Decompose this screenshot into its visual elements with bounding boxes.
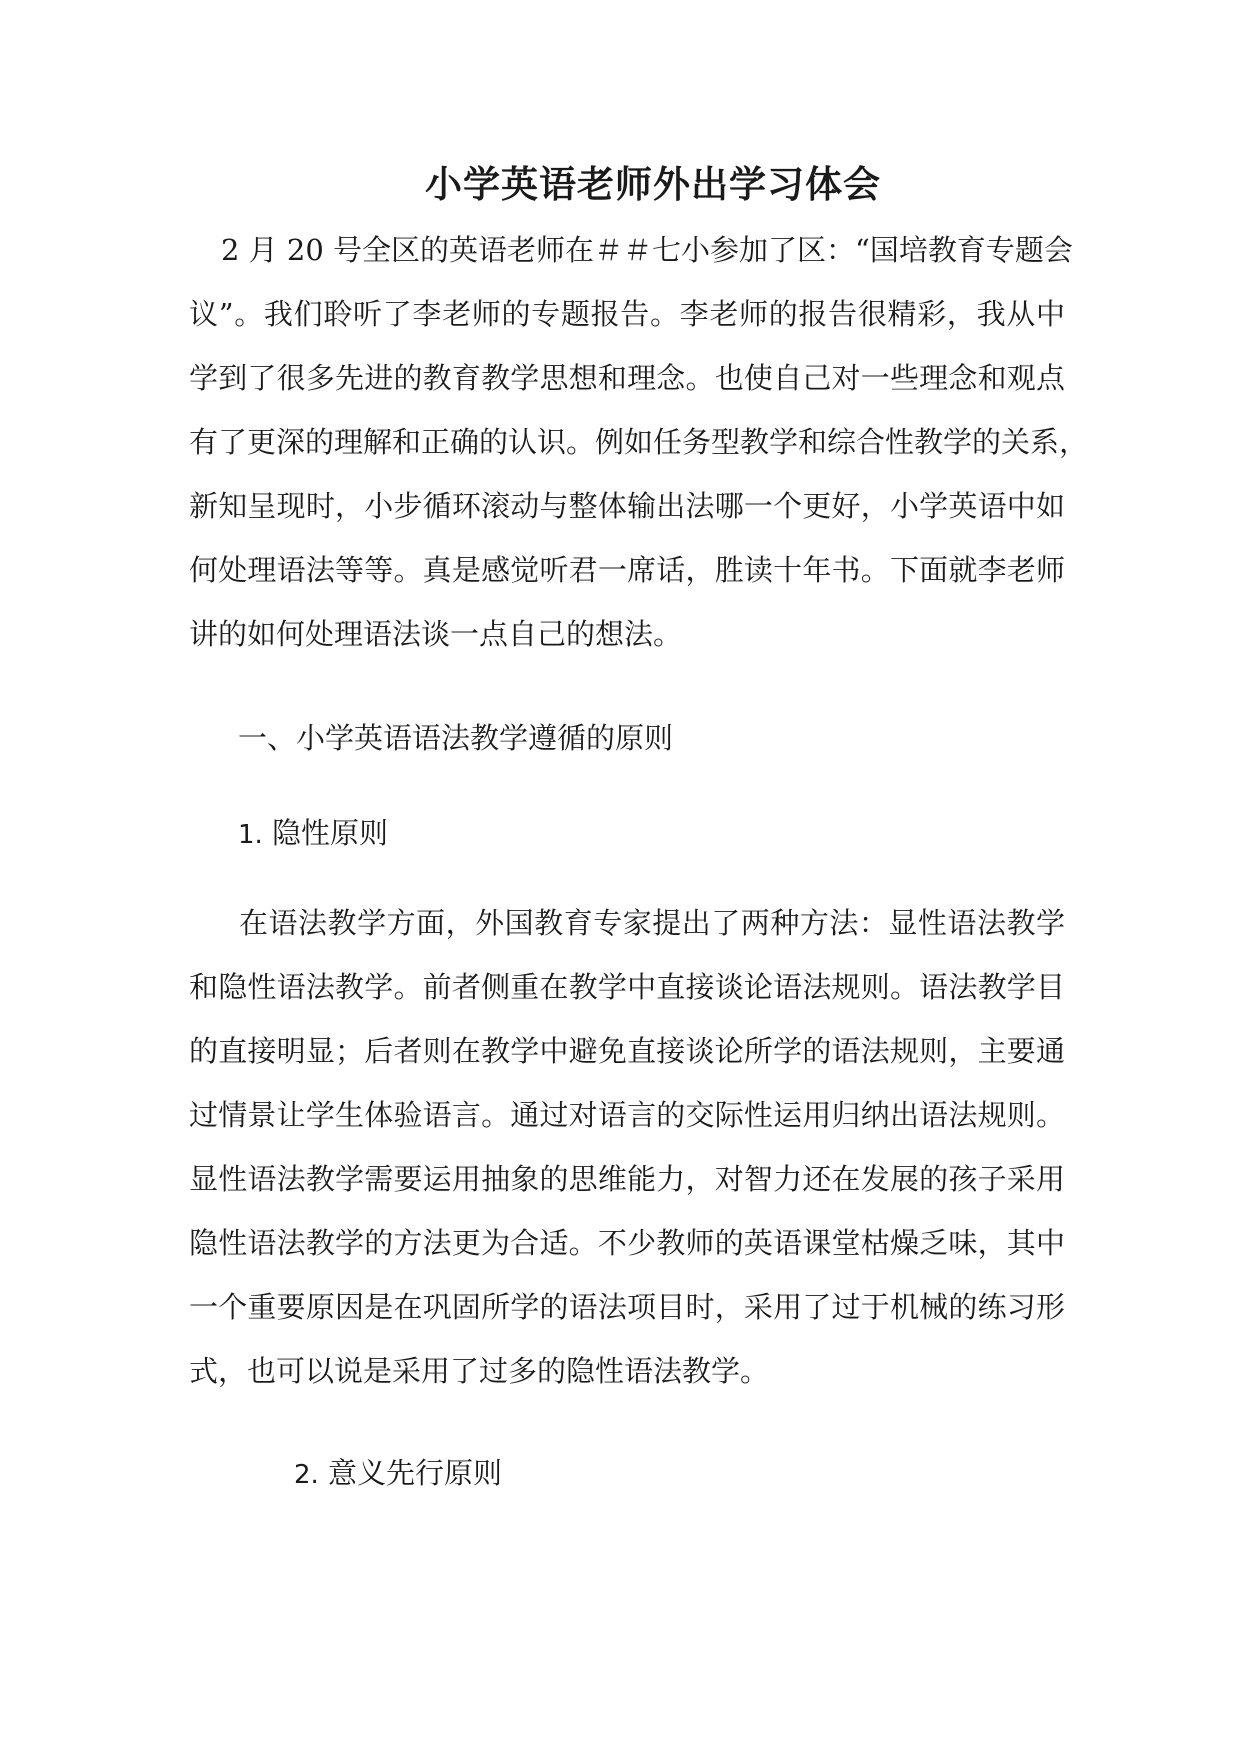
paragraph-line: 2 月 20 号全区的英语老师在＃＃七小参加了区：“国培教育专题会 — [221, 233, 1073, 267]
paragraph-line: 过情景让学生体验语言。通过对语言的交际性运用归纳出语法规则。 — [189, 1098, 1065, 1132]
paragraph-line: 式，也可以说是采用了过多的隐性语法教学。 — [189, 1354, 770, 1388]
subsection-heading-1 — [238, 801, 388, 865]
intro-paragraph — [189, 218, 1089, 666]
subsection-number: 1. — [238, 820, 263, 850]
body-paragraph — [189, 891, 1065, 1403]
paragraph-line: 在语法教学方面，外国教育专家提出了两种方法：显性语法教学 — [239, 906, 1065, 940]
paragraph-line: 和隐性语法教学。前者侧重在教学中直接谈论语法规则。语法教学目 — [189, 970, 1065, 1004]
paragraph-line: 的直接明显；后者则在教学中避免直接谈论所学的语法规则，主要通 — [189, 1034, 1065, 1068]
paragraph-line: 议”。我们聆听了李老师的专题报告。李老师的报告很精彩，我从中 — [189, 297, 1065, 331]
section-heading: 一、小学英语语法教学遵循的原则 — [238, 721, 674, 755]
paragraph-line: 一个重要原因是在巩固所学的语法项目时，采用了过于机械的练习形 — [189, 1290, 1065, 1324]
subsection-heading-2 — [294, 1441, 502, 1505]
paragraph-line: 有了更深的理解和正确的认识。例如任务型教学和综合性教学的关系， — [189, 425, 1089, 459]
subsection-label: 意义先行原则 — [328, 1456, 503, 1490]
paragraph-line: 何处理语法等等。真是感觉听君一席话，胜读十年书。下面就李老师 — [189, 553, 1065, 587]
subsection-number: 2. — [294, 1460, 319, 1490]
paragraph-line: 新知呈现时，小步循环滚动与整体输出法哪一个更好，小学英语中如 — [189, 489, 1065, 523]
paragraph-line: 讲的如何处理语法谈一点自己的想法。 — [189, 617, 683, 651]
document-title: 小学英语老师外出学习体会 — [425, 162, 881, 206]
paragraph-line: 隐性语法教学的方法更为合适。不少教师的英语课堂枯燥乏味，其中 — [189, 1226, 1065, 1260]
paragraph-line: 显性语法教学需要运用抽象的思维能力，对智力还在发展的孩子采用 — [189, 1162, 1065, 1196]
paragraph-line: 学到了很多先进的教育教学思想和理念。也使自己对一些理念和观点 — [189, 361, 1065, 395]
subsection-label: 隐性原则 — [272, 816, 389, 850]
